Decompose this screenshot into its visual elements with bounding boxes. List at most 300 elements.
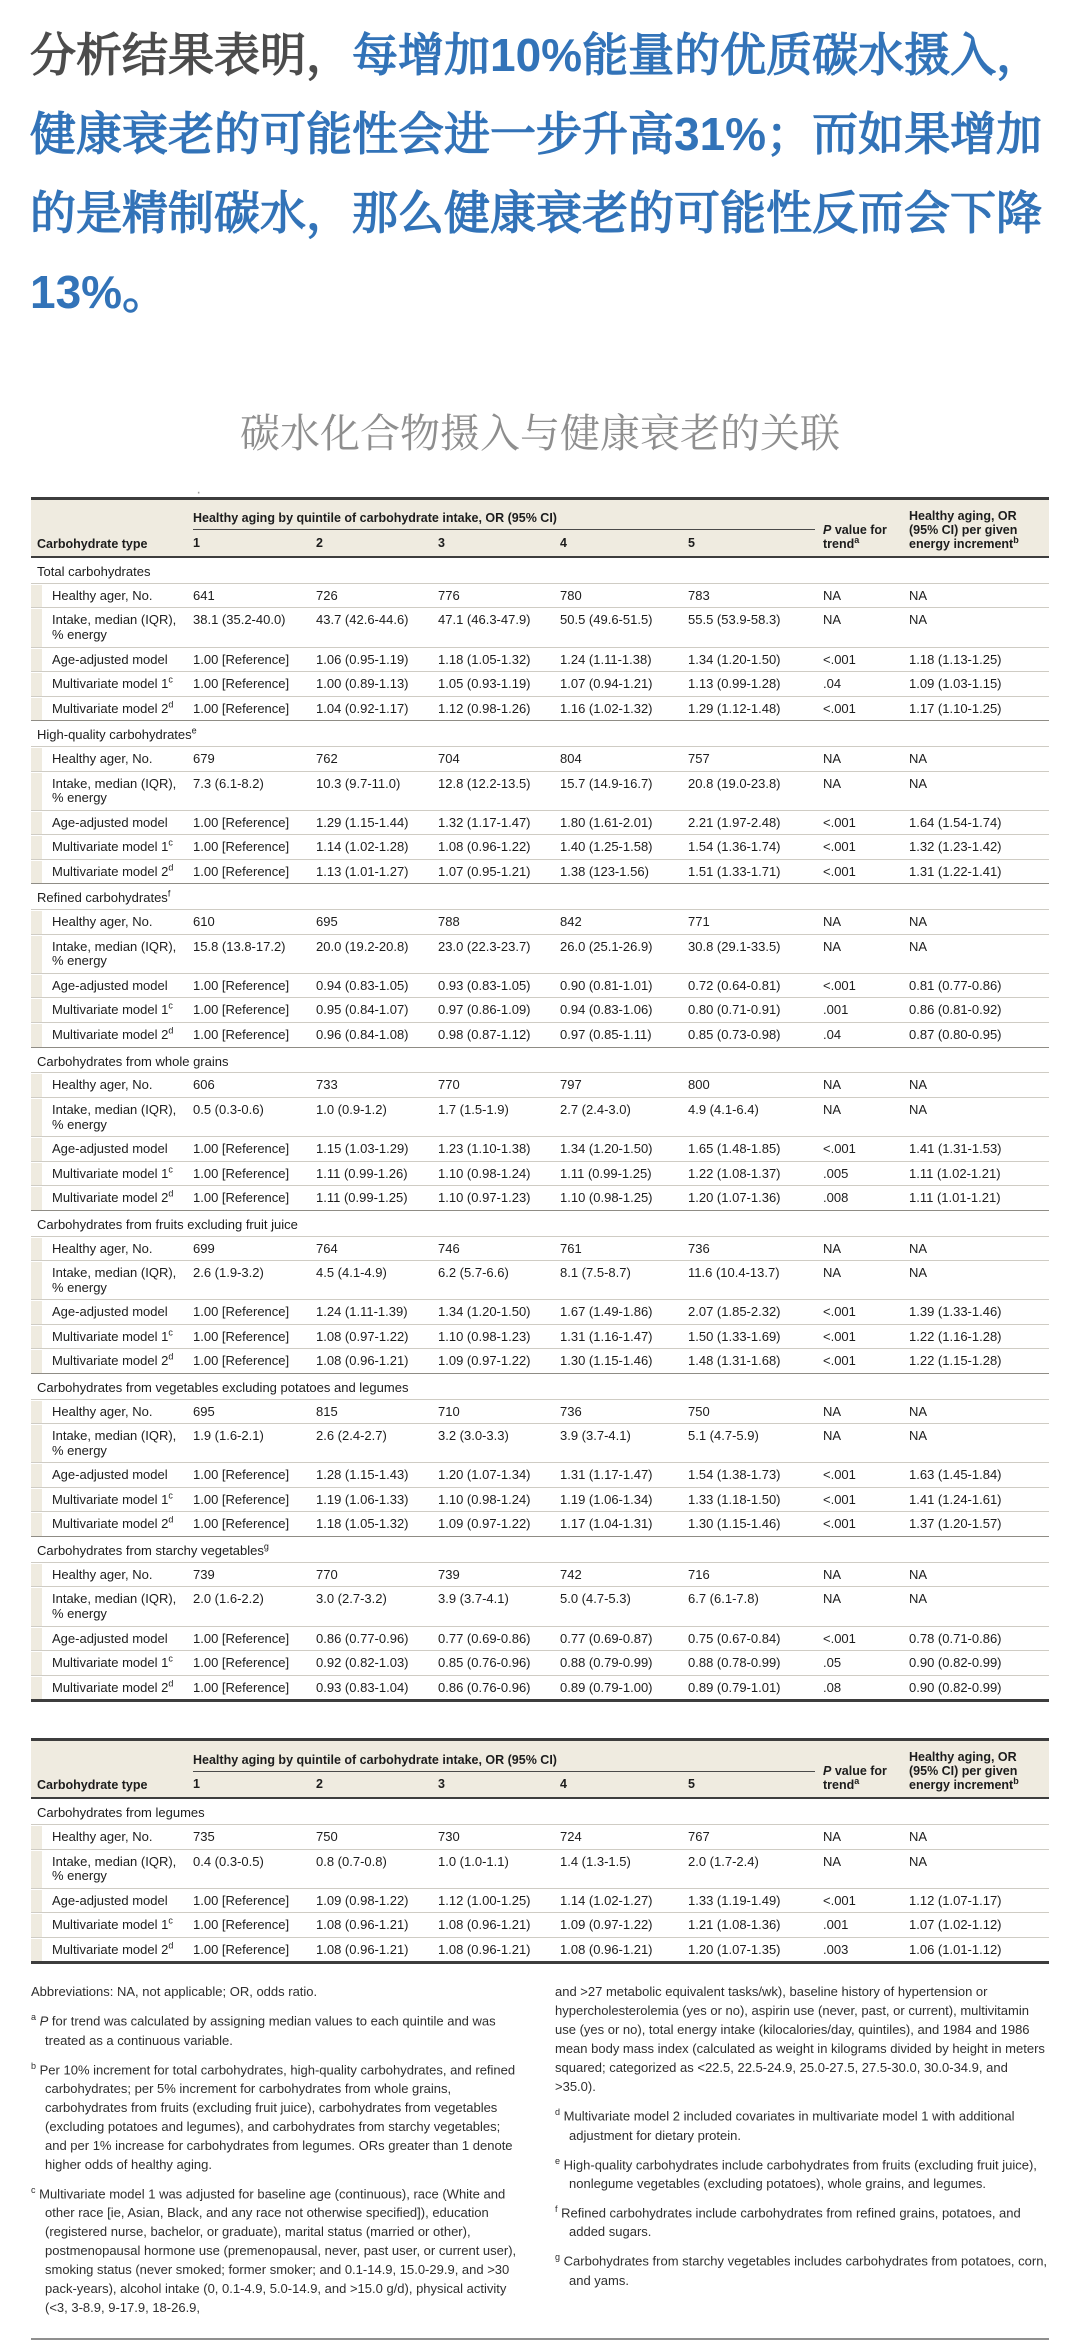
table-cell: 20.8 (19.0-23.8) xyxy=(684,771,819,810)
row-label: Intake, median (IQR), % energy xyxy=(31,1587,189,1626)
table-row xyxy=(31,1849,1049,1888)
table-cell: NA xyxy=(905,771,1049,810)
table-cell: 606 xyxy=(189,1073,312,1098)
table-cell: .04 xyxy=(819,1022,905,1047)
table-cell: 1.0 (0.9-1.2) xyxy=(312,1097,434,1136)
table-cell: 1.08 (0.96-1.21) xyxy=(434,1937,556,1963)
table-cell: 1.00 [Reference] xyxy=(189,1487,312,1512)
table-cell: .05 xyxy=(819,1651,905,1676)
table-cell: 0.97 (0.85-1.11) xyxy=(556,1022,684,1047)
table-cell: 1.00 [Reference] xyxy=(189,696,312,721)
table-cell: 0.86 (0.77-0.96) xyxy=(312,1626,434,1651)
table-cell: 1.00 [Reference] xyxy=(189,1651,312,1676)
table-cell: NA xyxy=(819,583,905,608)
table-cell: 1.28 (1.15-1.43) xyxy=(312,1463,434,1488)
section-title: Carbohydrates from whole grains xyxy=(31,1047,1049,1073)
table-cell: 1.13 (1.01-1.27) xyxy=(312,859,434,884)
table-cell: 1.08 (0.97-1.22) xyxy=(312,1324,434,1349)
table-cell: 1.51 (1.33-1.71) xyxy=(684,859,819,884)
table-cell: 1.09 (0.97-1.22) xyxy=(556,1913,684,1938)
results-table-2 xyxy=(31,1738,1049,1964)
section-header-row xyxy=(31,721,1049,747)
row-label: Multivariate model 1$^c$ xyxy=(31,672,189,697)
table-cell: 1.10 (0.98-1.23) xyxy=(434,1324,556,1349)
table-cell: 764 xyxy=(312,1236,434,1261)
row-label: Intake, median (IQR), % energy xyxy=(31,771,189,810)
table-cell: 1.64 (1.54-1.74) xyxy=(905,810,1049,835)
column-header-quintile-3: 3 xyxy=(434,532,556,557)
table-row xyxy=(31,1512,1049,1537)
footnotes-right-column xyxy=(555,1982,1049,2324)
table-cell: NA xyxy=(905,1424,1049,1463)
footnote: $^e$ High-quality carbohydrates include carbohydrates from fruits (excluding fruit juice), nonlegume vegetables (excluding potatoes), whole grains, and legumes. xyxy=(555,2155,1037,2192)
row-label: Multivariate model 2$^d$ xyxy=(31,1186,189,1211)
table-cell: .003 xyxy=(819,1937,905,1963)
table-cell: <.001 xyxy=(819,647,905,672)
table-cell: 1.15 (1.03-1.29) xyxy=(312,1137,434,1162)
table-row xyxy=(31,1825,1049,1850)
table-cell: 1.32 (1.23-1.42) xyxy=(905,835,1049,860)
table-row xyxy=(31,1463,1049,1488)
column-group-header-quintiles xyxy=(189,499,819,533)
section-title: Total carbohydrates xyxy=(31,557,1049,583)
table-cell: NA xyxy=(819,1825,905,1850)
row-label: Intake, median (IQR), % energy xyxy=(31,934,189,973)
table-header xyxy=(31,1740,1049,1799)
table-cell: 2.6 (2.4-2.7) xyxy=(312,1424,434,1463)
table-cell: 1.48 (1.31-1.68) xyxy=(684,1349,819,1374)
column-header-quintile-5: 5 xyxy=(684,532,819,557)
table-cell: NA xyxy=(905,1097,1049,1136)
table-row xyxy=(31,583,1049,608)
column-group-header-quintiles xyxy=(189,1740,819,1774)
column-header-quintile-3: 3 xyxy=(434,1774,556,1799)
table-cell: 1.67 (1.49-1.86) xyxy=(556,1300,684,1325)
table-cell: 1.24 (1.11-1.38) xyxy=(556,647,684,672)
section-title: Refined carbohydrates$^f$ xyxy=(31,884,1049,910)
table-cell: 0.87 (0.80-0.95) xyxy=(905,1022,1049,1047)
table-cell: 1.18 (1.05-1.32) xyxy=(434,647,556,672)
table-cell: 0.77 (0.69-0.87) xyxy=(556,1626,684,1651)
table-cell: 0.85 (0.73-0.98) xyxy=(684,1022,819,1047)
table-cell: 0.86 (0.81-0.92) xyxy=(905,998,1049,1023)
table-row xyxy=(31,1424,1049,1463)
table-cell: 1.17 (1.04-1.31) xyxy=(556,1512,684,1537)
table-body xyxy=(31,557,1049,1701)
table-cell: <.001 xyxy=(819,973,905,998)
table-cell: 1.37 (1.20-1.57) xyxy=(905,1512,1049,1537)
table-cell: 610 xyxy=(189,910,312,935)
table-cell: 1.19 (1.06-1.34) xyxy=(556,1487,684,1512)
table-cell: 1.38 (123-1.56) xyxy=(556,859,684,884)
table-cell: 0.88 (0.79-0.99) xyxy=(556,1651,684,1676)
table-cell: 1.40 (1.25-1.58) xyxy=(556,835,684,860)
footnotes xyxy=(31,1982,1049,2324)
column-header-quintile-1: 1 xyxy=(189,532,312,557)
table-row xyxy=(31,1349,1049,1374)
table-cell: 1.32 (1.17-1.47) xyxy=(434,810,556,835)
column-header-carbohydrate-type: Carbohydrate type xyxy=(31,499,189,558)
table-cell: 1.41 (1.24-1.61) xyxy=(905,1487,1049,1512)
column-header-quintile-2: 2 xyxy=(312,532,434,557)
table-cell: 1.23 (1.10-1.38) xyxy=(434,1137,556,1162)
table-cell: 757 xyxy=(684,747,819,772)
table-cell: 1.17 (1.10-1.25) xyxy=(905,696,1049,721)
table-cell: 47.1 (46.3-47.9) xyxy=(434,608,556,647)
table-cell: 0.80 (0.71-0.91) xyxy=(684,998,819,1023)
table-cell: 12.8 (12.2-13.5) xyxy=(434,771,556,810)
table-cell: 733 xyxy=(312,1073,434,1098)
row-label: Healthy ager, No. xyxy=(31,583,189,608)
intro-prefix: 分析结果表明， xyxy=(30,29,352,81)
table-cell: 716 xyxy=(684,1562,819,1587)
table-cell: 1.00 [Reference] xyxy=(189,835,312,860)
table-row xyxy=(31,1236,1049,1261)
table-cell: 1.12 (1.07-1.17) xyxy=(905,1888,1049,1913)
table-row xyxy=(31,1097,1049,1136)
table-cell: 1.34 (1.20-1.50) xyxy=(684,647,819,672)
row-label: Age-adjusted model xyxy=(31,810,189,835)
table-cell: 3.9 (3.7-4.1) xyxy=(556,1424,684,1463)
footnote: and >27 metabolic equivalent tasks/wk), baseline history of hypertension or hypercholesterolemia (yes or no), aspirin use (never, past, or current), multivitamin use (yes or no), total energy intake (kilocalories/day, quintiles), and 1984 and 1986 mean body mass index (calculated as weight in kilograms divided by height in meters squared; categorized as <22.5, 22.5-24.9, 25.0-27.5, 27.5-30.0, 30.0-34.9, and >35.0). xyxy=(555,1984,1045,2095)
table-cell: 1.18 (1.05-1.32) xyxy=(312,1512,434,1537)
table-cell: .001 xyxy=(819,1913,905,1938)
table-cell: 1.33 (1.18-1.50) xyxy=(684,1487,819,1512)
table-cell: NA xyxy=(905,1261,1049,1300)
row-label: Multivariate model 1$^c$ xyxy=(31,1651,189,1676)
column-header-energy-increment: Healthy aging, OR (95% CI) per given energy increment$^b$ xyxy=(905,499,1049,558)
table-cell: 2.7 (2.4-3.0) xyxy=(556,1097,684,1136)
table-cell: 23.0 (22.3-23.7) xyxy=(434,934,556,973)
row-label: Intake, median (IQR), % energy xyxy=(31,608,189,647)
table-cell: NA xyxy=(905,1849,1049,1888)
column-header-carbohydrate-type: Carbohydrate type xyxy=(31,1740,189,1799)
table-cell: 1.08 (0.96-1.22) xyxy=(434,835,556,860)
footnotes-left-column xyxy=(31,1982,525,2324)
section-title: Carbohydrates from vegetables excluding potatoes and legumes xyxy=(31,1373,1049,1399)
table-cell: 1.07 (1.02-1.12) xyxy=(905,1913,1049,1938)
table-cell: 1.10 (0.98-1.24) xyxy=(434,1161,556,1186)
table-cell: 1.31 (1.17-1.47) xyxy=(556,1463,684,1488)
table-cell: 788 xyxy=(434,910,556,935)
table-cell: 1.31 (1.22-1.41) xyxy=(905,859,1049,884)
table-cell: 2.0 (1.6-2.2) xyxy=(189,1587,312,1626)
quintile-group-label: Healthy aging by quintile of carbohydrate intake, OR (95% CI) xyxy=(193,511,815,530)
table-cell: 1.24 (1.11-1.39) xyxy=(312,1300,434,1325)
table-cell: 770 xyxy=(312,1562,434,1587)
table-cell: .001 xyxy=(819,998,905,1023)
row-label: Healthy ager, No. xyxy=(31,1236,189,1261)
table-cell: 0.85 (0.76-0.96) xyxy=(434,1651,556,1676)
table-cell: 1.00 [Reference] xyxy=(189,647,312,672)
table-cell: NA xyxy=(905,1399,1049,1424)
table-cell: 1.50 (1.33-1.69) xyxy=(684,1324,819,1349)
table-cell: .04 xyxy=(819,672,905,697)
table-cell: NA xyxy=(905,910,1049,935)
row-label: Multivariate model 2$^d$ xyxy=(31,696,189,721)
table-cell: 2.6 (1.9-3.2) xyxy=(189,1261,312,1300)
table-cell: 1.00 [Reference] xyxy=(189,672,312,697)
table-cell: NA xyxy=(905,1587,1049,1626)
table-row xyxy=(31,934,1049,973)
table-cell: 1.00 [Reference] xyxy=(189,859,312,884)
table-cell: 1.00 [Reference] xyxy=(189,1675,312,1701)
table-cell: 0.81 (0.77-0.86) xyxy=(905,973,1049,998)
table-cell: 739 xyxy=(189,1562,312,1587)
table-cell: 1.00 [Reference] xyxy=(189,1888,312,1913)
results-table-1-container xyxy=(31,497,1049,1702)
table-cell: 1.05 (0.93-1.19) xyxy=(434,672,556,697)
table-cell: 1.30 (1.15-1.46) xyxy=(556,1349,684,1374)
table-cell: 1.06 (0.95-1.19) xyxy=(312,647,434,672)
table-cell: 815 xyxy=(312,1399,434,1424)
table-cell: 761 xyxy=(556,1236,684,1261)
table-cell: NA xyxy=(819,1849,905,1888)
table-cell: .005 xyxy=(819,1161,905,1186)
table-row xyxy=(31,696,1049,721)
table-cell: NA xyxy=(905,1236,1049,1261)
section-header-row xyxy=(31,1798,1049,1824)
column-header-quintile-5: 5 xyxy=(684,1774,819,1799)
table-cell: 0.93 (0.83-1.05) xyxy=(434,973,556,998)
table-cell: 736 xyxy=(556,1399,684,1424)
table-row xyxy=(31,1261,1049,1300)
row-label: Multivariate model 2$^d$ xyxy=(31,859,189,884)
row-label: Multivariate model 1$^c$ xyxy=(31,1324,189,1349)
table-cell: 1.65 (1.48-1.85) xyxy=(684,1137,819,1162)
table-row xyxy=(31,910,1049,935)
table-header xyxy=(31,499,1049,558)
table-cell: 6.2 (5.7-6.6) xyxy=(434,1261,556,1300)
footnote: $^b$ Per 10% increment for total carbohydrates, high-quality carbohydrates, and refined carbohydrates; per 5% increment for carbohydrates from whole grains, carbohydrates from fruits (excluding fruit juice), carbohydrates from vegetables (excluding potatoes and legumes), and carbohydrates from starchy vegetables; and per 1% increase for carbohydrates from legumes. ORs greater than 1 denote higher odds of healthy aging. xyxy=(31,2060,516,2173)
table-cell: 1.04 (0.92-1.17) xyxy=(312,696,434,721)
table-cell: 15.7 (14.9-16.7) xyxy=(556,771,684,810)
table-row xyxy=(31,608,1049,647)
table-cell: 695 xyxy=(189,1399,312,1424)
table-cell: 1.19 (1.06-1.33) xyxy=(312,1487,434,1512)
table-cell: 1.31 (1.16-1.47) xyxy=(556,1324,684,1349)
row-label: Multivariate model 1$^c$ xyxy=(31,1487,189,1512)
table-cell: NA xyxy=(819,1399,905,1424)
table-cell: 1.4 (1.3-1.5) xyxy=(556,1849,684,1888)
table-body xyxy=(31,1798,1049,1963)
table-cell: 0.4 (0.3-0.5) xyxy=(189,1849,312,1888)
table-cell: 1.9 (1.6-2.1) xyxy=(189,1424,312,1463)
table-cell: 3.0 (2.7-3.2) xyxy=(312,1587,434,1626)
table-cell: 842 xyxy=(556,910,684,935)
table-cell: <.001 xyxy=(819,835,905,860)
table-row xyxy=(31,1913,1049,1938)
table-cell: NA xyxy=(819,910,905,935)
table-title: 碳水化合物摄入与健康衰老的关联 xyxy=(240,412,840,456)
table-cell: 1.22 (1.16-1.28) xyxy=(905,1324,1049,1349)
table-cell: 1.34 (1.20-1.50) xyxy=(434,1300,556,1325)
table-cell: 1.11 (0.99-1.25) xyxy=(556,1161,684,1186)
table-cell: 1.00 [Reference] xyxy=(189,1463,312,1488)
table-cell: 780 xyxy=(556,583,684,608)
row-label: Intake, median (IQR), % energy xyxy=(31,1424,189,1463)
table-cell: 1.00 [Reference] xyxy=(189,1022,312,1047)
table-cell: 762 xyxy=(312,747,434,772)
table-cell: NA xyxy=(905,583,1049,608)
table-row xyxy=(31,1651,1049,1676)
table-cell: 15.8 (13.8-17.2) xyxy=(189,934,312,973)
table-row xyxy=(31,1587,1049,1626)
table-row xyxy=(31,771,1049,810)
table-cell: 0.86 (0.76-0.96) xyxy=(434,1675,556,1701)
table-cell: 0.89 (0.79-1.00) xyxy=(556,1675,684,1701)
table-cell: 50.5 (49.6-51.5) xyxy=(556,608,684,647)
table-cell: 5.1 (4.7-5.9) xyxy=(684,1424,819,1463)
section-header-row xyxy=(31,557,1049,583)
row-label: Multivariate model 2$^d$ xyxy=(31,1937,189,1963)
table-cell: 1.08 (0.96-1.21) xyxy=(434,1913,556,1938)
table-cell: 724 xyxy=(556,1825,684,1850)
table-cell: 2.0 (1.7-2.4) xyxy=(684,1849,819,1888)
table-row xyxy=(31,1888,1049,1913)
column-header-energy-increment: Healthy aging, OR (95% CI) per given energy increment$^b$ xyxy=(905,1740,1049,1799)
table-cell: 1.54 (1.38-1.73) xyxy=(684,1463,819,1488)
table-cell: 1.00 [Reference] xyxy=(189,1937,312,1963)
table-cell: 776 xyxy=(434,583,556,608)
table-cell: .08 xyxy=(819,1675,905,1701)
table-cell: 699 xyxy=(189,1236,312,1261)
row-label: Intake, median (IQR), % energy xyxy=(31,1097,189,1136)
table-cell: 0.95 (0.84-1.07) xyxy=(312,998,434,1023)
row-label: Age-adjusted model xyxy=(31,1626,189,1651)
section-header-row xyxy=(31,884,1049,910)
table-cell: 1.14 (1.02-1.27) xyxy=(556,1888,684,1913)
intro-highlight: 每增加10%能量的优质碳水摄入，健康衰老的可能性会进一步升高31%；而如果增加的是精制碳水，那么健康衰老的可能性反而会下降13%。 xyxy=(30,29,1043,318)
table-cell: 4.5 (4.1-4.9) xyxy=(312,1261,434,1300)
table-row xyxy=(31,1675,1049,1701)
table-row xyxy=(31,998,1049,1023)
table-cell: 1.12 (1.00-1.25) xyxy=(434,1888,556,1913)
table-cell: 770 xyxy=(434,1073,556,1098)
table-cell: <.001 xyxy=(819,859,905,884)
table-cell: 0.78 (0.71-0.86) xyxy=(905,1626,1049,1651)
table-row xyxy=(31,647,1049,672)
table-cell: 30.8 (29.1-33.5) xyxy=(684,934,819,973)
table-cell: 1.41 (1.31-1.53) xyxy=(905,1137,1049,1162)
table-cell: 1.20 (1.07-1.35) xyxy=(684,1937,819,1963)
table-cell: <.001 xyxy=(819,1300,905,1325)
table-cell: NA xyxy=(819,608,905,647)
table-row xyxy=(31,1937,1049,1963)
row-label: Healthy ager, No. xyxy=(31,910,189,935)
table-cell: 641 xyxy=(189,583,312,608)
table-cell: <.001 xyxy=(819,1349,905,1374)
row-label: Multivariate model 2$^d$ xyxy=(31,1675,189,1701)
row-label: Multivariate model 2$^d$ xyxy=(31,1349,189,1374)
table-row xyxy=(31,1324,1049,1349)
table-cell: 771 xyxy=(684,910,819,935)
table-cell: 1.00 [Reference] xyxy=(189,1186,312,1211)
table-cell: <.001 xyxy=(819,1512,905,1537)
table-cell: NA xyxy=(819,1587,905,1626)
table-cell: 1.00 [Reference] xyxy=(189,973,312,998)
table-row xyxy=(31,1137,1049,1162)
table-row xyxy=(31,1626,1049,1651)
table-row xyxy=(31,1300,1049,1325)
table-cell: 1.06 (1.01-1.12) xyxy=(905,1937,1049,1963)
table-cell: 1.10 (0.98-1.25) xyxy=(556,1186,684,1211)
table-cell: 1.11 (1.02-1.21) xyxy=(905,1161,1049,1186)
table-cell: 735 xyxy=(189,1825,312,1850)
table-cell: NA xyxy=(819,1261,905,1300)
row-label: Intake, median (IQR), % energy xyxy=(31,1261,189,1300)
table-cell: 0.92 (0.82-1.03) xyxy=(312,1651,434,1676)
table-cell: 1.09 (0.98-1.22) xyxy=(312,1888,434,1913)
row-label: Age-adjusted model xyxy=(31,647,189,672)
row-label: Age-adjusted model xyxy=(31,1300,189,1325)
row-label: Healthy ager, No. xyxy=(31,1399,189,1424)
table-cell: <.001 xyxy=(819,1626,905,1651)
table-cell: 736 xyxy=(684,1236,819,1261)
table-cell: 739 xyxy=(434,1562,556,1587)
table-cell: <.001 xyxy=(819,1137,905,1162)
table-cell: NA xyxy=(819,934,905,973)
table-cell: 10.3 (9.7-11.0) xyxy=(312,771,434,810)
table-cell: 1.13 (0.99-1.28) xyxy=(684,672,819,697)
table-cell: 0.96 (0.84-1.08) xyxy=(312,1022,434,1047)
table-cell: <.001 xyxy=(819,1324,905,1349)
section-header-row xyxy=(31,1210,1049,1236)
results-table-2-container xyxy=(31,1738,1049,1964)
table-cell: 1.63 (1.45-1.84) xyxy=(905,1463,1049,1488)
table-row xyxy=(31,859,1049,884)
table-cell: 1.08 (0.96-1.21) xyxy=(556,1937,684,1963)
table-row xyxy=(31,1161,1049,1186)
table-cell: 695 xyxy=(312,910,434,935)
column-header-p-value: P value for trend$^a$ xyxy=(819,499,905,558)
table-cell: 0.5 (0.3-0.6) xyxy=(189,1097,312,1136)
footnote: $^f$ Refined carbohydrates include carbohydrates from refined grains, potatoes, and added sugars. xyxy=(555,2204,1021,2240)
table-row xyxy=(31,747,1049,772)
table-cell: 1.11 (0.99-1.25) xyxy=(312,1186,434,1211)
table-cell: 0.97 (0.86-1.09) xyxy=(434,998,556,1023)
table-cell: NA xyxy=(819,1562,905,1587)
table-cell: 8.1 (7.5-8.7) xyxy=(556,1261,684,1300)
column-header-quintile-1: 1 xyxy=(189,1774,312,1799)
table-cell: 1.00 [Reference] xyxy=(189,1137,312,1162)
row-label: Multivariate model 1$^c$ xyxy=(31,1161,189,1186)
table-cell: 0.90 (0.82-0.99) xyxy=(905,1675,1049,1701)
column-header-quintile-2: 2 xyxy=(312,1774,434,1799)
table-cell: 1.10 (0.97-1.23) xyxy=(434,1186,556,1211)
row-label: Intake, median (IQR), % energy xyxy=(31,1849,189,1888)
table-cell: 11.6 (10.4-13.7) xyxy=(684,1261,819,1300)
section-header-row xyxy=(31,1047,1049,1073)
column-header-quintile-4: 4 xyxy=(556,532,684,557)
table-cell: 1.33 (1.19-1.49) xyxy=(684,1888,819,1913)
footnote: $^c$ Multivariate model 1 was adjusted for baseline age (continuous), race (White and other race [ie, Asian, Black, and any race not otherwise specified]), education (registered nurse, bachelor, or graduate), marital status (married or other), postmenopausal hormone use (premenopausal, never, past user, or current user), smoking status (never smoked; former smoker; and 0.1-14.9, 15.0-29.9, and >30 pack-years), alcohol intake (0, 0.1-4.9, 5.0-14.9, and >15.0 g/d), physical activity (<3, 3-8.9, 9-17.9, 18-26.9, xyxy=(31,2185,517,2316)
table-cell: 0.90 (0.82-0.99) xyxy=(905,1651,1049,1676)
table-cell: NA xyxy=(819,1073,905,1098)
row-label: Healthy ager, No. xyxy=(31,1073,189,1098)
table-cell: 3.9 (3.7-4.1) xyxy=(434,1587,556,1626)
table-cell: 1.29 (1.15-1.44) xyxy=(312,810,434,835)
table-cell: 1.18 (1.13-1.25) xyxy=(905,647,1049,672)
table-cell: 800 xyxy=(684,1073,819,1098)
quintile-group-label: Healthy aging by quintile of carbohydrate intake, OR (95% CI) xyxy=(193,1753,815,1772)
table-cell: 0.8 (0.7-0.8) xyxy=(312,1849,434,1888)
table-cell: 0.90 (0.81-1.01) xyxy=(556,973,684,998)
table-cell: 1.00 (0.89-1.13) xyxy=(312,672,434,697)
table-cell: 7.3 (6.1-8.2) xyxy=(189,771,312,810)
table-cell: 2.21 (1.97-2.48) xyxy=(684,810,819,835)
intro-paragraph xyxy=(30,16,1054,332)
